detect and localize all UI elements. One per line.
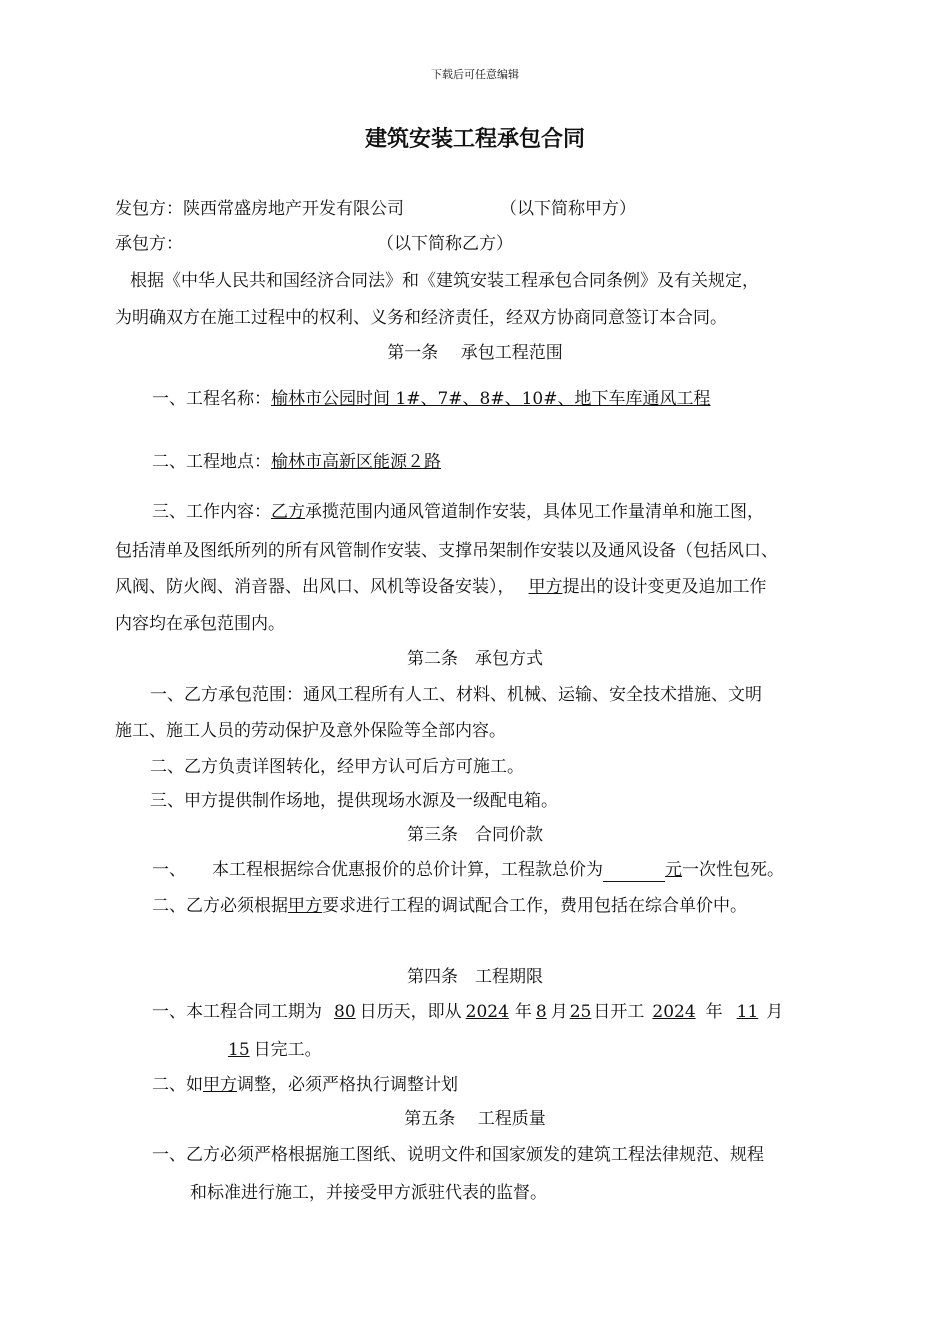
article1-heading: 第一条 承包工程范围 — [387, 343, 563, 363]
work-content-text3a: 风阀、防火阀、消音器、出风口、风机等设备安装）， — [115, 577, 515, 597]
duration-days: 80 — [334, 1002, 356, 1022]
article1-item3-line1 — [152, 501, 764, 523]
work-content-text1: 承揽范围内通风管道制作安装，具体见工作量清单和施工图， — [305, 502, 764, 522]
end-year: 2024 — [652, 1002, 696, 1022]
work-content-label: 三、工作内容： — [152, 502, 271, 522]
article3-item2-a: 二、乙方必须根据 — [152, 896, 288, 916]
start-text: 日开工 — [593, 1002, 645, 1022]
article4-item1-line1 — [152, 1001, 783, 1023]
article4-heading: 第四条 工程期限 — [407, 967, 543, 987]
article1-item3-line3 — [115, 576, 767, 598]
article3-item2-party: 甲方 — [288, 896, 322, 916]
end-month: 11 — [736, 1002, 759, 1022]
contractor-line — [115, 233, 513, 255]
employer-label: 发包方： — [115, 199, 183, 219]
start-year-label: 年 — [514, 1002, 532, 1022]
start-year: 2024 — [465, 1002, 509, 1022]
article1-item2 — [152, 451, 441, 473]
price-unit: 元 — [665, 860, 682, 880]
start-month: 8 — [535, 1002, 547, 1022]
article3-item1-text: 本工程根据综合优惠报价的总价计算，工程款总价为 — [212, 860, 603, 880]
article3-item1-label: 一、 — [152, 860, 186, 880]
article3-item1-tail: 一次性包死。 — [682, 860, 784, 880]
article2-heading: 第二条 承包方式 — [407, 649, 543, 669]
project-name-value: 榆林市公园时间 1#、7#、8#、10#、地下车库通风工程 — [271, 389, 711, 409]
preamble-line-2: 为明确双方在施工过程中的权利、义务和经济责任，经双方协商同意签订本合同。 — [115, 308, 727, 328]
preamble-line-1: 根据《中华人民共和国经济合同法》和《建筑安装工程承包合同条例》及有关规定， — [130, 271, 759, 291]
work-content-party2: 甲方 — [528, 577, 563, 597]
end-year-label: 年 — [705, 1002, 723, 1022]
header-note: 下载后可任意编辑 — [431, 68, 519, 81]
article4-item2-b: 调整，必须严格执行调整计划 — [237, 1075, 458, 1095]
article1-item3-line2: 包括清单及图纸所列的所有风管制作安装、支撑吊架制作安装以及通风设备（包括风口、 — [115, 541, 778, 561]
duration-text-b: 日历天，即从 — [359, 1002, 462, 1022]
article2-item3: 三、甲方提供制作场地，提供现场水源及一级配电箱。 — [150, 791, 558, 811]
article3-item2-b: 要求进行工程的调试配合工作，费用包括在综合单价中。 — [322, 896, 747, 916]
contractor-alias: （以下简称乙方） — [377, 234, 513, 254]
employer-alias: （以下简称甲方） — [500, 199, 636, 219]
employer-line — [115, 198, 636, 220]
article5-item1-line1: 一、乙方必须严格根据施工图纸、说明文件和国家颁发的建筑工程法律规范、规程 — [152, 1145, 764, 1165]
article4-item1-line2 — [228, 1039, 322, 1061]
article5-heading: 第五条 工程质量 — [404, 1109, 546, 1129]
article1-item1 — [152, 388, 710, 410]
project-name-label: 一、工程名称： — [152, 389, 271, 409]
article3-item2 — [152, 895, 747, 917]
article3-item1 — [152, 859, 784, 882]
article2-item1-line2: 施工、施工人员的劳动保护及意外保险等全部内容。 — [115, 721, 506, 741]
article2-item2: 二、乙方负责详图转化，经甲方认可后方可施工。 — [150, 757, 524, 777]
article4-item2-a: 二、如 — [152, 1075, 203, 1095]
work-content-party: 乙方 — [271, 502, 305, 522]
end-month-label: 月 — [766, 1002, 784, 1022]
end-text: 日完工。 — [253, 1040, 322, 1060]
employer-name: 陕西常盛房地产开发有限公司 — [183, 199, 404, 219]
article1-item3-line4: 内容均在承包范围内。 — [115, 614, 285, 634]
end-day: 15 — [228, 1040, 250, 1060]
article4-item2 — [152, 1074, 458, 1096]
start-day: 25 — [569, 1002, 592, 1022]
project-location-value: 榆林市高新区能源２路 — [271, 452, 441, 472]
article3-heading: 第三条 合同价款 — [407, 825, 543, 845]
contract-title: 建筑安装工程承包合同 — [364, 127, 585, 152]
article4-item2-party: 甲方 — [203, 1075, 237, 1095]
article5-item1-line2: 和标准进行施工，并接受甲方派驻代表的监督。 — [190, 1183, 547, 1203]
contractor-label: 承包方： — [115, 234, 183, 254]
work-content-text3b: 提出的设计变更及追加工作 — [562, 577, 767, 597]
project-location-label: 二、工程地点： — [152, 452, 271, 472]
start-month-label: 月 — [550, 1002, 568, 1022]
article2-item1-line1: 一、乙方承包范围：通风工程所有人工、材料、机械、运输、安全技术措施、文明 — [150, 685, 762, 705]
contract-price-blank — [603, 859, 665, 882]
duration-text-a: 一、本工程合同工期为 — [152, 1002, 322, 1022]
